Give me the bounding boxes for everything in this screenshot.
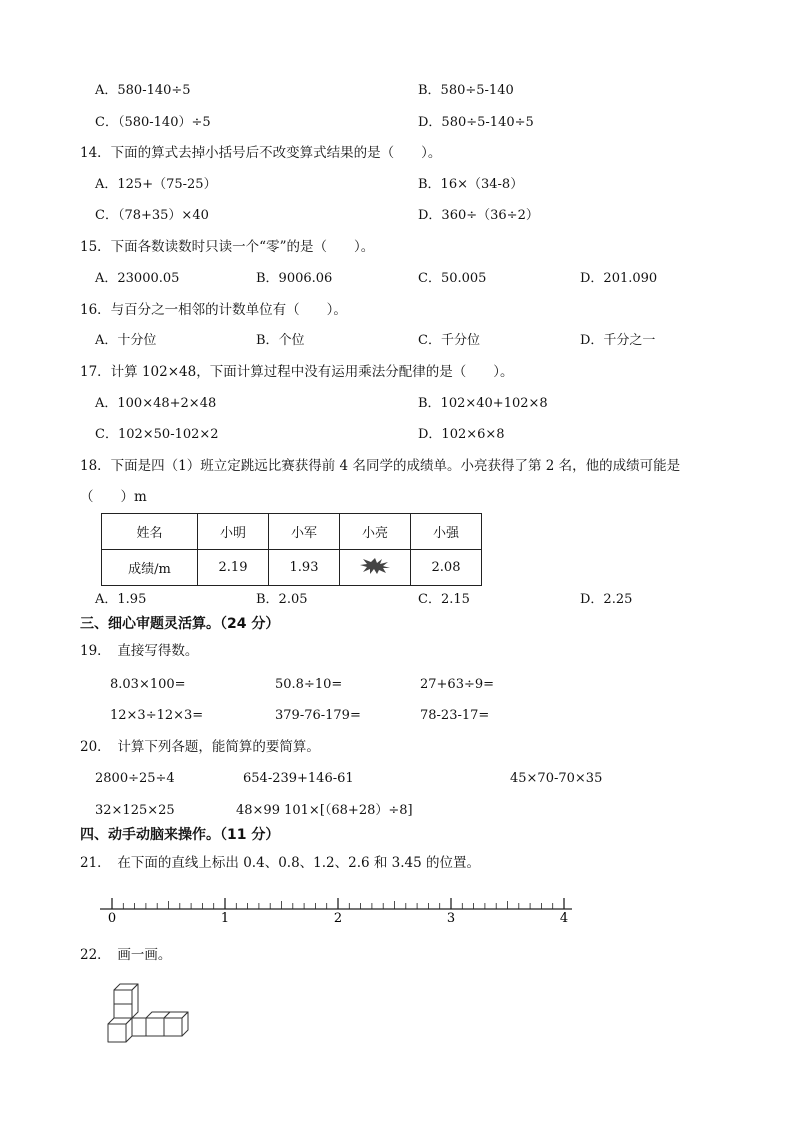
number-line[interactable]	[0, 890, 794, 930]
cube-figure[interactable]	[100, 980, 190, 1050]
q14-stem: 14．下面的算式去掉小括号后不改变算式结果的是（ ）。	[80, 145, 442, 161]
q15-option-b[interactable]: B．9006.06	[256, 271, 333, 286]
q17-option-b[interactable]: B．102×40+102×8	[418, 396, 548, 411]
tick-label: 2	[333, 911, 343, 926]
q13-option-c[interactable]: C．（580-140）÷5	[95, 115, 211, 130]
q18-option-d[interactable]: D．2.25	[580, 592, 633, 607]
q17-option-a[interactable]: A．100×48+2×48	[95, 396, 217, 411]
q20-item: 2800÷25÷4	[95, 771, 175, 786]
q15-stem: 15．下面各数读数时只读一个“零”的是（ ）。	[80, 239, 375, 255]
q15-option-d[interactable]: D．201.090	[580, 271, 658, 286]
q20-item: 48×99 101×[（68+28）÷8]	[236, 803, 413, 818]
q18-option-b[interactable]: B．2.05	[256, 592, 308, 607]
q16-option-d[interactable]: D．千分之一	[580, 333, 656, 348]
hidden-score-cell	[340, 550, 411, 586]
q14-option-d[interactable]: D．360÷（36÷2）	[418, 208, 539, 223]
tick-label: 4	[559, 911, 569, 926]
q16-option-a[interactable]: A．十分位	[95, 333, 157, 348]
q13-option-b[interactable]: B．580÷5-140	[418, 83, 514, 98]
ink-splat-icon	[360, 558, 390, 574]
q20-item: 32×125×25	[95, 803, 175, 818]
table-cell: 1.93	[269, 550, 340, 586]
q13-option-a[interactable]: A．580-140÷5	[95, 83, 191, 98]
q19-item: 27+63÷9=	[420, 677, 495, 692]
q20-item: 45×70-70×35	[510, 771, 603, 786]
q19-item: 50.8÷10=	[275, 677, 343, 692]
q16-option-b[interactable]: B．个位	[256, 333, 305, 348]
q19-stem: 19． 直接写得数。	[80, 643, 199, 659]
q19-item: 78-23-17=	[420, 708, 490, 723]
q18-option-c[interactable]: C．2.15	[418, 592, 470, 607]
q21-stem: 21． 在下面的直线上标出 0.4、0.8、1.2、2.6 和 3.45 的位置。	[80, 855, 481, 871]
q19-item: 379-76-179=	[275, 708, 361, 723]
table-cell: 小强	[411, 514, 482, 550]
q14-option-a[interactable]: A．125+（75-25）	[95, 177, 217, 192]
table-cell: 成绩/m	[102, 550, 198, 586]
table-cell: 小亮	[340, 514, 411, 550]
q18-stem-blank: （ ）m	[80, 489, 147, 505]
tick-label: 0	[107, 911, 117, 926]
number-line-labels	[108, 911, 568, 926]
q20-stem: 20． 计算下列各题，能简算的要简算。	[80, 739, 320, 755]
table-cell: 小军	[269, 514, 340, 550]
section-4-heading: 四、动手动脑来操作。（11 分）	[80, 827, 280, 843]
table-cell: 2.08	[411, 550, 482, 586]
q16-stem: 16．与百分之一相邻的计数单位有（ ）。	[80, 302, 347, 318]
score-table	[101, 513, 482, 586]
score-table-data-row	[102, 550, 482, 586]
q19-item: 12×3÷12×3=	[110, 708, 204, 723]
score-table-header-row	[102, 514, 482, 550]
q19-item: 8.03×100=	[110, 677, 186, 692]
q18-option-a[interactable]: A．1.95	[95, 592, 147, 607]
q14-option-c[interactable]: C．（78+35）×40	[95, 208, 209, 223]
q18-stem: 18．下面是四（1）班立定跳远比赛获得前 4 名同学的成绩单。小亮获得了第 2 名，他的成绩可能是	[80, 458, 681, 474]
q17-option-d[interactable]: D．102×6×8	[418, 427, 505, 442]
tick-label: 3	[446, 911, 456, 926]
section-3-heading: 三、细心审题灵活算。（24 分）	[80, 616, 280, 632]
table-cell: 小明	[198, 514, 269, 550]
table-cell: 姓名	[102, 514, 198, 550]
q15-option-a[interactable]: A．23000.05	[95, 271, 180, 286]
table-cell: 2.19	[198, 550, 269, 586]
q22-stem: 22． 画一画。	[80, 947, 172, 963]
number-line-ticks	[112, 898, 564, 909]
q17-option-c[interactable]: C．102×50-102×2	[95, 427, 219, 442]
tick-label: 1	[220, 911, 230, 926]
q13-option-d[interactable]: D．580÷5-140÷5	[418, 115, 534, 130]
q16-option-c[interactable]: C．千分位	[418, 333, 480, 348]
q20-item: 654-239+146-61	[243, 771, 354, 786]
q17-stem: 17．计算 102×48，下面计算过程中没有运用乘法分配律的是（ ）。	[80, 364, 514, 380]
q15-option-c[interactable]: C．50.005	[418, 271, 487, 286]
q14-option-b[interactable]: B．16×（34-8）	[418, 177, 524, 192]
